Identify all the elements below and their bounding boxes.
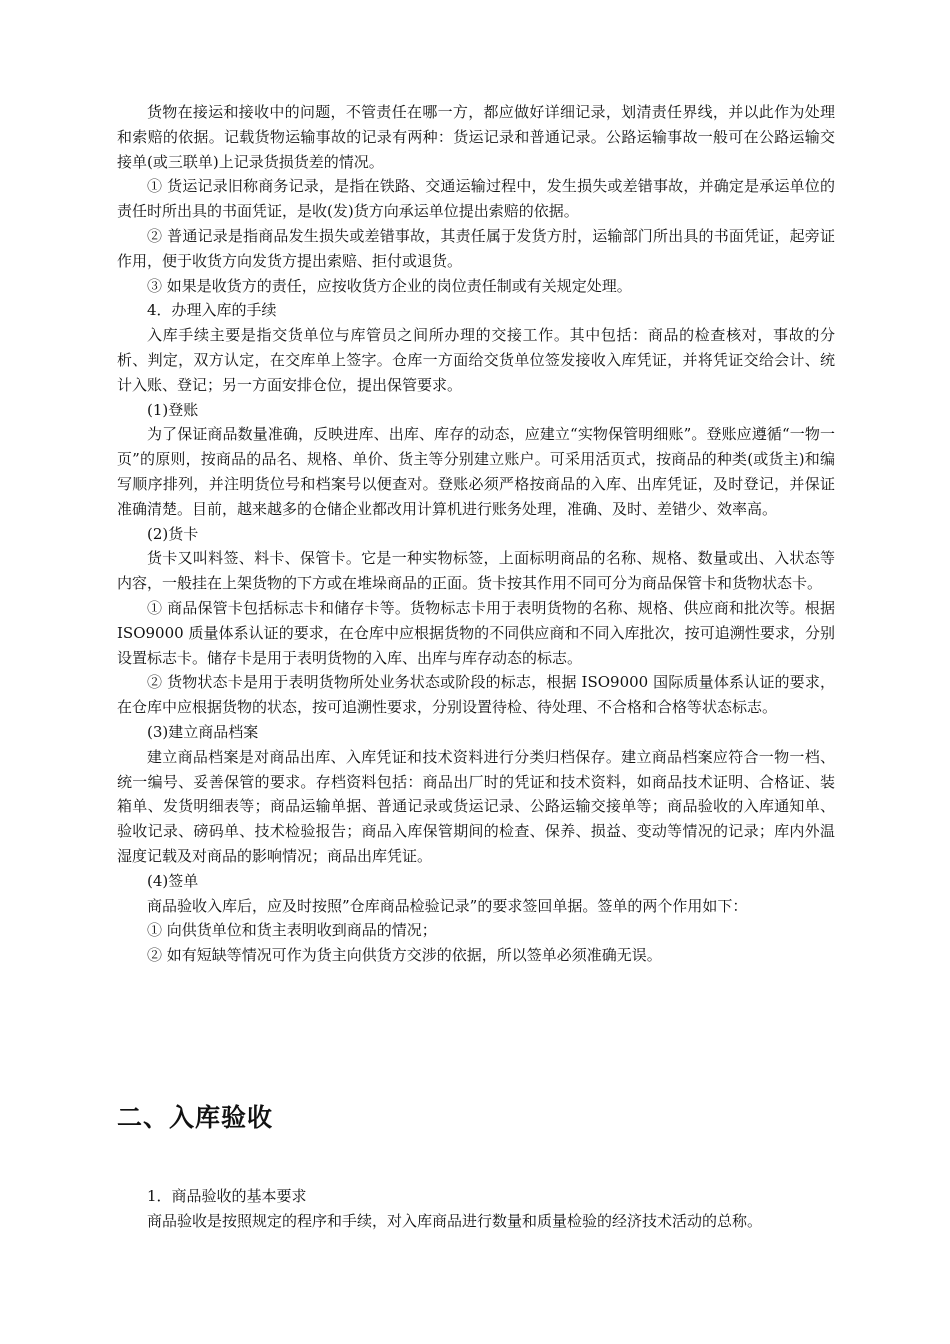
- subheading-goods-card: (2)货卡: [147, 524, 199, 543]
- body-text: [117, 100, 835, 968]
- paragraph-goods-card: 货卡又叫料签、料卡、保管卡。它是一种实物标签，上面标明商品的名称、规格、数量或出、入状态等内容，一般挂在上架货物的下方或在堆垛商品的正面。货卡按其作用不同可分为商品保管卡和货物状态卡。: [117, 549, 835, 593]
- paragraph-ledger: 为了保证商品数量准确，反映进库、出库、库存的动态，应建立“实物保管明细账”。登账应遵循“一物一页”的原则，按商品的品名、规格、单价、货主等分别建立账户。可采用活页式，按商品的种类(或货主)和编写顺序排列，并注明货位号和档案号以便查对。登账必须严格按商品的入库、出库凭证，及时登记，并保证准确清楚。目前，越来越多的仓储企业都改用计算机进行账务处理，准确、及时、差错少、效率高。: [117, 425, 835, 518]
- paragraph-status-card: ② 货物状态卡是用于表明货物所处业务状态或阶段的标志，根据 ISO9000 国际质量体系认证的要求，在仓库中应根据货物的状态，按可追溯性要求，分别设置待检、待处理、不合格和合格等状态标志。: [117, 673, 835, 717]
- paragraph-damage-records: 货物在接运和接收中的问题，不管责任在哪一方，都应做好详细记录，划清责任界线，并以此作为处理和索赔的依据。记载货物运输事故的记录有两种：货运记录和普通记录。公路运输事故一般可在公路运输交接单(或三联单)上记录货损货差的情况。: [117, 103, 835, 171]
- section-heading: 二、入库验收: [117, 1103, 274, 1132]
- subheading-ledger: (1)登账: [147, 400, 199, 419]
- subheading-sign-off: (4)签单: [147, 871, 199, 890]
- paragraph-sign-off: 商品验收入库后，应及时按照”仓库商品检验记录”的要求签回单据。签单的两个作用如下：: [147, 896, 748, 915]
- section-body: [117, 1184, 857, 1234]
- paragraph-sign-off-item-2: ② 如有短缺等情况可作为货主向供货方交涉的依据，所以签单必须准确无误。: [147, 946, 662, 965]
- subheading-acceptance-requirements: 1．商品验收的基本要求: [147, 1187, 307, 1205]
- paragraph-ordinary-record: ② 普通记录是指商品发生损失或差错事故，其责任属于发货方肘，运输部门所出具的书面凭证，起旁证作用，便于收货方向发货方提出索赔、拒付或退货。: [117, 226, 835, 270]
- paragraph-acceptance-definition: 商品验收是按照规定的程序和手续，对入库商品进行数量和质量检验的经济技术活动的总称。: [147, 1211, 763, 1230]
- paragraph-storage-card: ① 商品保管卡包括标志卡和储存卡等。货物标志卡用于表明货物的名称、规格、供应商和批次等。根据 ISO9000 质量体系认证的要求，在仓库中应根据货物的不同供应商和不同入库批次，按可追溯性要求，分别设置标志卡。储存卡是用于表明货物的入库、出库与库存动态的标志。: [117, 598, 835, 667]
- subheading-archives: (3)建立商品档案: [147, 722, 259, 741]
- paragraph-freight-record: ① 货运记录旧称商务记录，是指在铁路、交通运输过程中，发生损失或差错事故，并确定是承运单位的责任时所出具的书面凭证，是收(发)货方向承运单位提出索赔的依据。: [117, 177, 835, 221]
- paragraph-sign-off-item-1: ① 向供货单位和货主表明收到商品的情况；: [147, 921, 437, 940]
- paragraph-inbound-procedures: 入库手续主要是指交货单位与库管员之间所办理的交接工作。其中包括：商品的检查核对，事故的分析、判定，双方认定，在交库单上签字。仓库一方面给交货单位签发接收入库凭证，并将凭证交给会计、统计入账、登记；另一方面安排仓位，提出保管要求。: [117, 326, 835, 394]
- subheading-inbound-procedures: 4．办理入库的手续: [147, 301, 277, 320]
- paragraph-archives: 建立商品档案是对商品出库、入库凭证和技术资料进行分类归档保存。建立商品档案应符合一物一档、统一编号、妥善保管的要求。存档资料包括：商品出厂时的凭证和技术资料，如商品技术证明、合格证、装箱单、发货明细表等；商品运输单据、普通记录或货运记录、公路运输交接单等；商品验收的入库通知单、验收记录、磅码单、技术检验报告；商品入库保管期间的检查、保养、损益、变动等情况的记录；库内外温湿度记载及对商品的影响情况；商品出库凭证。: [117, 747, 835, 865]
- paragraph-receiver-responsibility: ③ 如果是收货方的责任，应按收货方企业的岗位责任制或有关规定处理。: [147, 276, 632, 295]
